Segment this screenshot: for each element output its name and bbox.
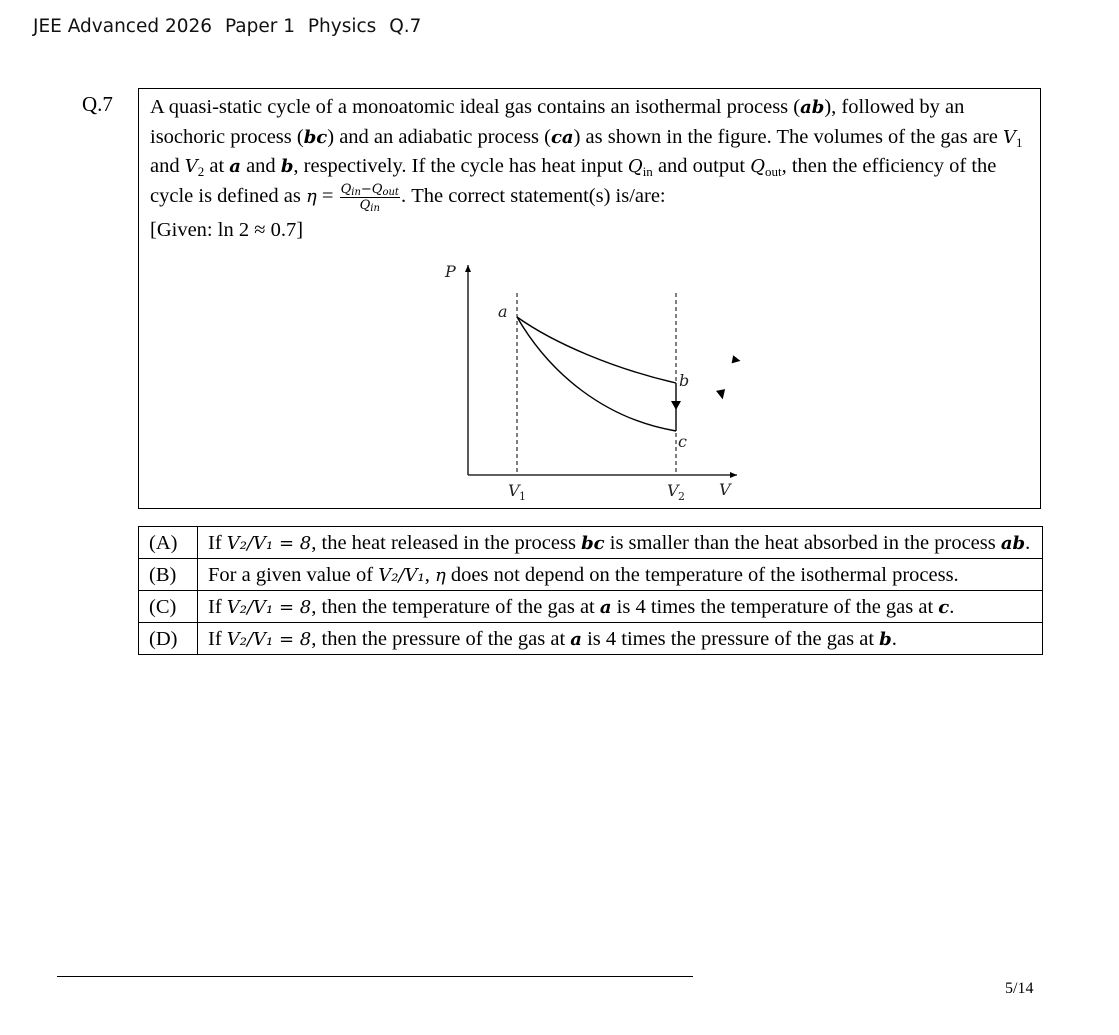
option-text: If V₂/V₁ = 8, then the temperature of the gas at a is 4 times the temperature of the gas at c. [198,591,1043,623]
point-b-label: b [679,371,690,390]
subject-name: Physics [307,16,377,37]
question-box [138,88,1041,509]
v-axis-label: V [719,480,731,499]
given-line: [Given: ln 2 ≈ 0.7] [150,218,304,241]
option-c-row[interactable] [139,591,1043,623]
process-bc: bc [303,126,328,148]
point-a-label: a [498,302,508,321]
page-header [33,16,428,37]
v2-subscript: 2 [678,490,685,503]
paper-name: Paper 1 [224,16,295,37]
adiabatic-curve-ca [517,317,676,431]
option-label: (B) [139,559,198,591]
option-label: (C) [139,591,198,623]
option-label: (A) [139,527,198,559]
p-axis-label: P [445,262,456,281]
option-a-row[interactable] [139,527,1043,559]
question-text: A quasi-static cycle of a monoatomic ideal gas contains an isothermal process (ab), followed by an isochoric process (bc) and an adiabatic process (ca) as shown in the figure. The volumes of the gas are $V_1$ and $V_2$ at a and b, respectively. If the cycle has heat input $Q_{in}$ and output $Q_{out}$, then the efficiency of the cycle is defined as η = $\frac{Q_{in}-Q_{out}}{Q_{in}}$ . The correct statement(s) is/are: [Given: ln 2 ≈ 0.7] [150,93,1034,245]
pv-diagram [435,259,755,505]
option-text: If V₂/V₁ = 8, then the pressure of the gas at a is 4 times the pressure of the gas at b. [198,623,1043,655]
page-number: 5/14 [1005,980,1034,997]
option-label: (D) [139,623,198,655]
efficiency-fraction: $\frac{Q_{in}-Q_{out}}{Q_{in}}$ [340,181,399,214]
v1-label: V [508,481,520,500]
question-number: Q.7 [82,92,113,116]
point-c-label: c [678,432,687,451]
option-text: If V₂/V₁ = 8, the heat released in the process bc is smaller than the heat absorbed in the process ab. [198,527,1043,559]
footer-divider [57,976,693,977]
arrow-ab [730,355,742,366]
question-id: Q.7 [389,16,422,37]
exam-name: JEE Advanced 2026 [33,16,213,37]
process-ab: ab [800,97,825,118]
v2-label: V [667,481,679,500]
arrow-bc [671,401,681,410]
option-text: For a given value of V₂/V₁, η does not depend on the temperature of the isothermal process. [198,559,1043,591]
isothermal-curve-ab [517,317,676,383]
arrow-ca [714,386,728,400]
v1-subscript: 1 [519,490,526,503]
option-b-row[interactable] [139,559,1043,591]
process-ca: ca [550,126,574,148]
options-table [138,526,1043,655]
option-d-row[interactable] [139,623,1043,655]
